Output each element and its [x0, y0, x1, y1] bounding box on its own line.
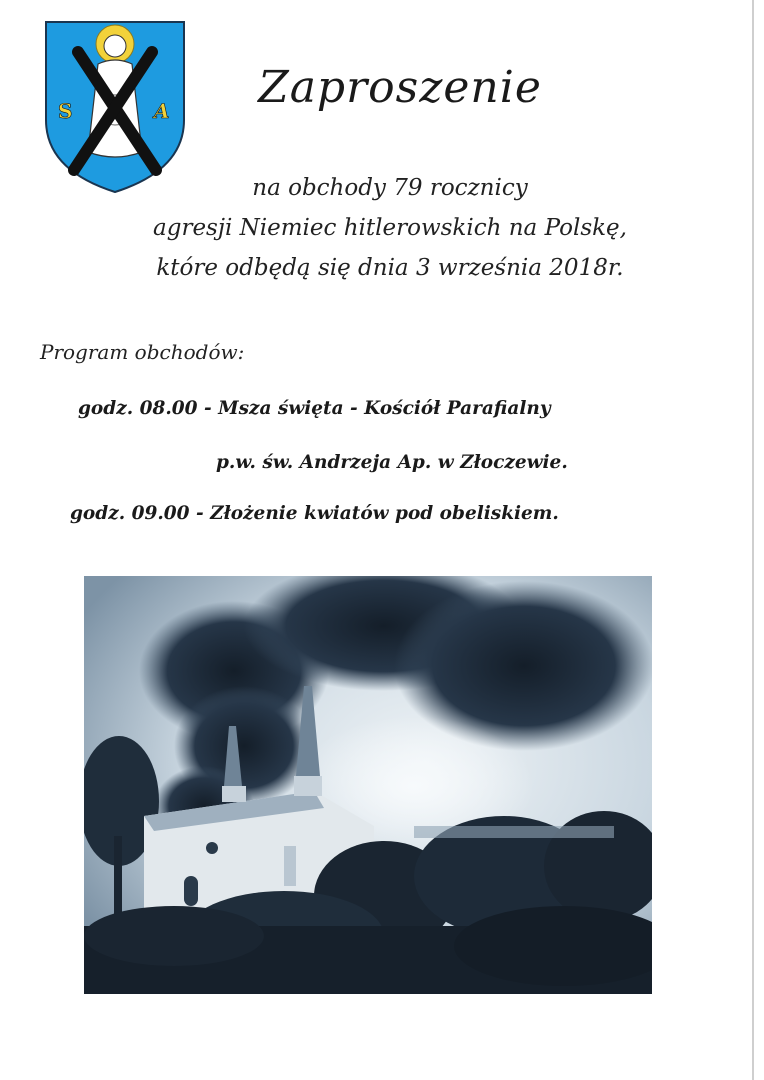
svg-text:S: S: [58, 99, 73, 123]
intro-line-1: na obchody 79 rocznicy: [252, 175, 528, 201]
intro-line-3: które odbędą się dnia 3 września 2018r.: [156, 255, 624, 281]
intro-text: [150, 168, 630, 288]
program-header: Program obchodów:: [40, 340, 245, 364]
burning-church-photo: [84, 576, 652, 994]
invitation-title: Zaproszenie: [258, 62, 542, 113]
svg-text:A: A: [154, 99, 170, 123]
intro-line-2: agresji Niemiec hitlerowskich na Polskę,: [153, 215, 627, 241]
program-line-church-name: p.w. św. Andrzeja Ap. w Złoczewie.: [216, 452, 568, 473]
page-edge: [752, 0, 754, 1080]
program-line-mass: godz. 08.00 - Msza święta - Kościół Parafialny: [78, 398, 551, 419]
program-line-flowers: godz. 09.00 - Złożenie kwiatów pod obeliskiem.: [70, 503, 559, 524]
